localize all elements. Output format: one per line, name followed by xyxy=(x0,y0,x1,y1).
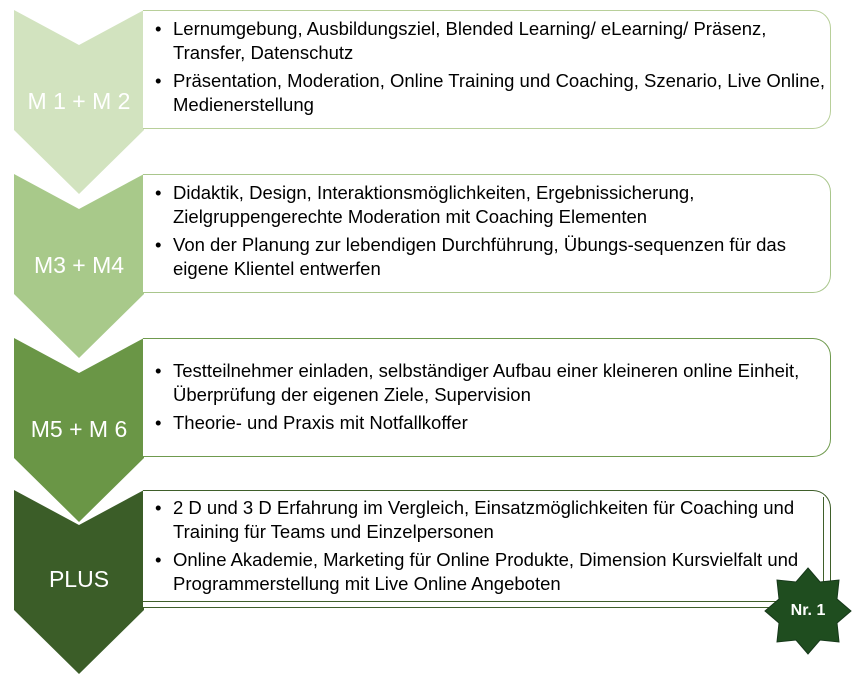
bullet-icon: • xyxy=(155,234,162,255)
box-inner-border xyxy=(143,601,824,602)
stage-1-box xyxy=(143,10,831,129)
stage-4-chevron xyxy=(14,490,144,674)
stage-2-label: M3 + M4 xyxy=(33,252,125,278)
stage-1-label: M 1 + M 2 xyxy=(27,88,131,114)
stage-1-bullet-2: • Präsentation, Moderation, Online Training und Coaching, Szenario, Live Online, Medienerstellung xyxy=(155,70,825,115)
stage-3-label: M5 + M 6 xyxy=(30,416,128,442)
stage-2-chevron xyxy=(14,174,144,358)
badge-text: Nr. 1 xyxy=(790,602,826,619)
stage-4-label: PLUS xyxy=(48,566,110,592)
stage-3-bullet-2: • Theorie- und Praxis mit Notfallkoffer xyxy=(155,412,468,433)
bullet-icon: • xyxy=(155,497,162,518)
stage-4-bullet-2: • Online Akademie, Marketing für Online Produkte, Dimension Kursvielfalt und Programmerstellung mit Live Online Angeboten xyxy=(155,549,799,594)
bullet-icon: • xyxy=(155,360,162,381)
stage-2-bullet-1: • Didaktik, Design, Interaktionsmöglichkeiten, Ergebnissicherung, Zielgruppengerechte Moderation mit Coaching Elementen xyxy=(155,182,695,227)
bullet-icon: • xyxy=(155,549,162,570)
stage-1-chevron xyxy=(14,10,144,194)
stage-2-box xyxy=(143,174,831,293)
nr1-badge xyxy=(763,566,853,656)
stage-4-bullet-1: • 2 D und 3 D Erfahrung im Vergleich, Einsatzmöglichkeiten für Coaching und Training für Teams und Einzelpersonen xyxy=(155,497,795,542)
bullet-icon: • xyxy=(155,18,162,39)
stage-1-bullet-1: • Lernumgebung, Ausbildungsziel, Blended Learning/ eLearning/ Präsenz, Transfer, Datenschutz xyxy=(155,18,767,63)
stage-4-box xyxy=(143,490,831,608)
stage-3-box xyxy=(143,338,831,457)
bullet-icon: • xyxy=(155,182,162,203)
bullet-icon: • xyxy=(155,70,162,91)
stage-2-bullet-2: • Von der Planung zur lebendigen Durchführung, Übungs-sequenzen für das eigene Klientel entwerfen xyxy=(155,234,786,279)
bullet-icon: • xyxy=(155,412,162,433)
stage-3-bullet-1: • Testteilnehmer einladen, selbständiger Aufbau einer kleineren online Einheit, Überprüfung der eigenen Ziele, Supervision xyxy=(155,360,800,405)
